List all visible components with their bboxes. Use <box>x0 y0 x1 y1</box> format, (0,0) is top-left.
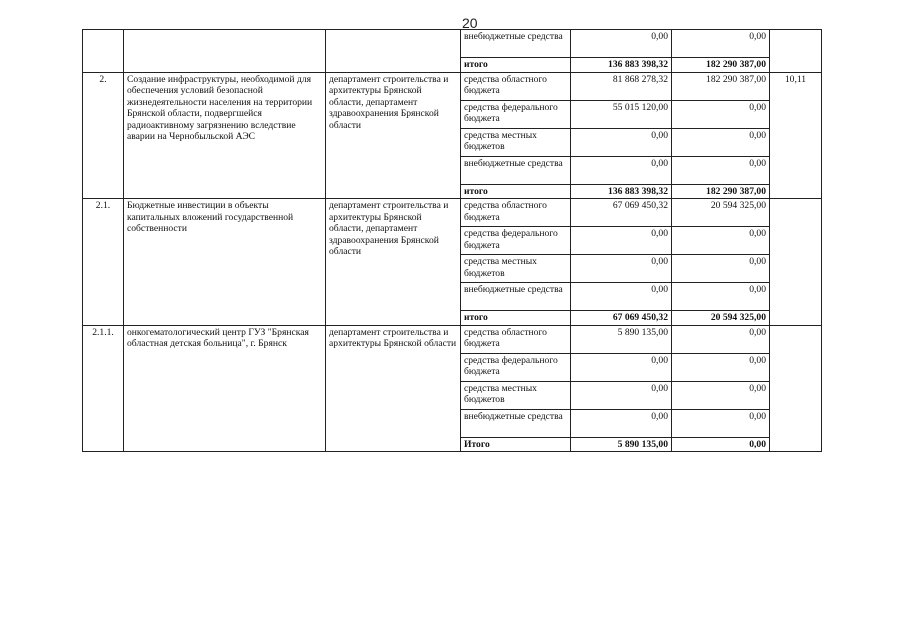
amount-col-1: 5 890 135,00 <box>571 325 672 353</box>
amount-col-2: 0,00 <box>672 255 770 283</box>
amount-col-2: 20 594 325,00 <box>672 311 770 326</box>
amount-col-1: 0,00 <box>571 255 672 283</box>
funding-source: внебюджетные средства <box>461 409 571 437</box>
funding-source: средства федерального бюджета <box>461 227 571 255</box>
amount-col-1: 136 883 398,32 <box>571 58 672 73</box>
table-row <box>83 72 822 100</box>
row-number: 2.1.1. <box>83 325 124 452</box>
amount-col-2: 0,00 <box>672 30 770 58</box>
funding-source: Итого <box>461 437 571 452</box>
indicator-ref <box>770 325 822 452</box>
row-number <box>83 30 124 73</box>
amount-col-2: 0,00 <box>672 227 770 255</box>
amount-col-1: 0,00 <box>571 409 672 437</box>
amount-col-2: 0,00 <box>672 381 770 409</box>
amount-col-2: 0,00 <box>672 325 770 353</box>
amount-col-2: 182 290 387,00 <box>672 184 770 199</box>
table-row <box>83 30 822 58</box>
amount-col-2: 182 290 387,00 <box>672 72 770 100</box>
amount-col-2: 0,00 <box>672 409 770 437</box>
indicator-ref: 10,11 <box>770 72 822 199</box>
funding-source: средства областного бюджета <box>461 199 571 227</box>
amount-col-2: 0,00 <box>672 283 770 311</box>
funding-source: итого <box>461 58 571 73</box>
funding-source: средства областного бюджета <box>461 72 571 100</box>
executor: департамент строительства и архитектуры Брянской области, департамент здравоохранения Брянской области <box>326 72 461 199</box>
funding-source: средства федерального бюджета <box>461 100 571 128</box>
amount-col-1: 55 015 120,00 <box>571 100 672 128</box>
table-row <box>83 199 822 227</box>
amount-col-1: 0,00 <box>571 353 672 381</box>
indicator-ref <box>770 30 822 73</box>
amount-col-1: 0,00 <box>571 128 672 156</box>
amount-col-1: 0,00 <box>571 30 672 58</box>
funding-source: средства местных бюджетов <box>461 255 571 283</box>
event-name: Создание инфраструктуры, необходимой для обеспечения условий безопасной жизнедеятельности населения на территории Брянской области, подвергшейся радиоактивному загрязнению вследствие аварии на Чернобыльской АЭС <box>124 72 326 199</box>
amount-col-1: 0,00 <box>571 227 672 255</box>
indicator-ref <box>770 199 822 326</box>
page-number: 20 <box>462 15 478 31</box>
amount-col-1: 136 883 398,32 <box>571 184 672 199</box>
amount-col-2: 0,00 <box>672 353 770 381</box>
amount-col-2: 0,00 <box>672 100 770 128</box>
amount-col-1: 0,00 <box>571 381 672 409</box>
budget-table <box>82 29 822 452</box>
funding-source: итого <box>461 311 571 326</box>
executor <box>326 30 461 73</box>
amount-col-2: 0,00 <box>672 437 770 452</box>
event-name <box>124 30 326 73</box>
event-name: Бюджетные инвестиции в объекты капитальных вложений государственной собственности <box>124 199 326 326</box>
row-number: 2.1. <box>83 199 124 326</box>
funding-source: внебюджетные средства <box>461 30 571 58</box>
funding-source: средства местных бюджетов <box>461 381 571 409</box>
amount-col-1: 67 069 450,32 <box>571 199 672 227</box>
funding-source: средства областного бюджета <box>461 325 571 353</box>
executor: департамент строительства и архитектуры Брянской области, департамент здравоохранения Брянской области <box>326 199 461 326</box>
amount-col-1: 81 868 278,32 <box>571 72 672 100</box>
amount-col-2: 0,00 <box>672 156 770 184</box>
amount-col-1: 5 890 135,00 <box>571 437 672 452</box>
amount-col-1: 0,00 <box>571 156 672 184</box>
funding-source: внебюджетные средства <box>461 156 571 184</box>
executor: департамент строительства и архитектуры Брянской области <box>326 325 461 452</box>
amount-col-2: 20 594 325,00 <box>672 199 770 227</box>
table-row <box>83 325 822 353</box>
funding-source: средства местных бюджетов <box>461 128 571 156</box>
amount-col-2: 182 290 387,00 <box>672 58 770 73</box>
funding-source: средства федерального бюджета <box>461 353 571 381</box>
amount-col-1: 0,00 <box>571 283 672 311</box>
row-number: 2. <box>83 72 124 199</box>
amount-col-1: 67 069 450,32 <box>571 311 672 326</box>
funding-source: итого <box>461 184 571 199</box>
event-name: онкогематологический центр ГУЗ "Брянская областная детская больница", г. Брянск <box>124 325 326 452</box>
funding-source: внебюджетные средства <box>461 283 571 311</box>
amount-col-2: 0,00 <box>672 128 770 156</box>
